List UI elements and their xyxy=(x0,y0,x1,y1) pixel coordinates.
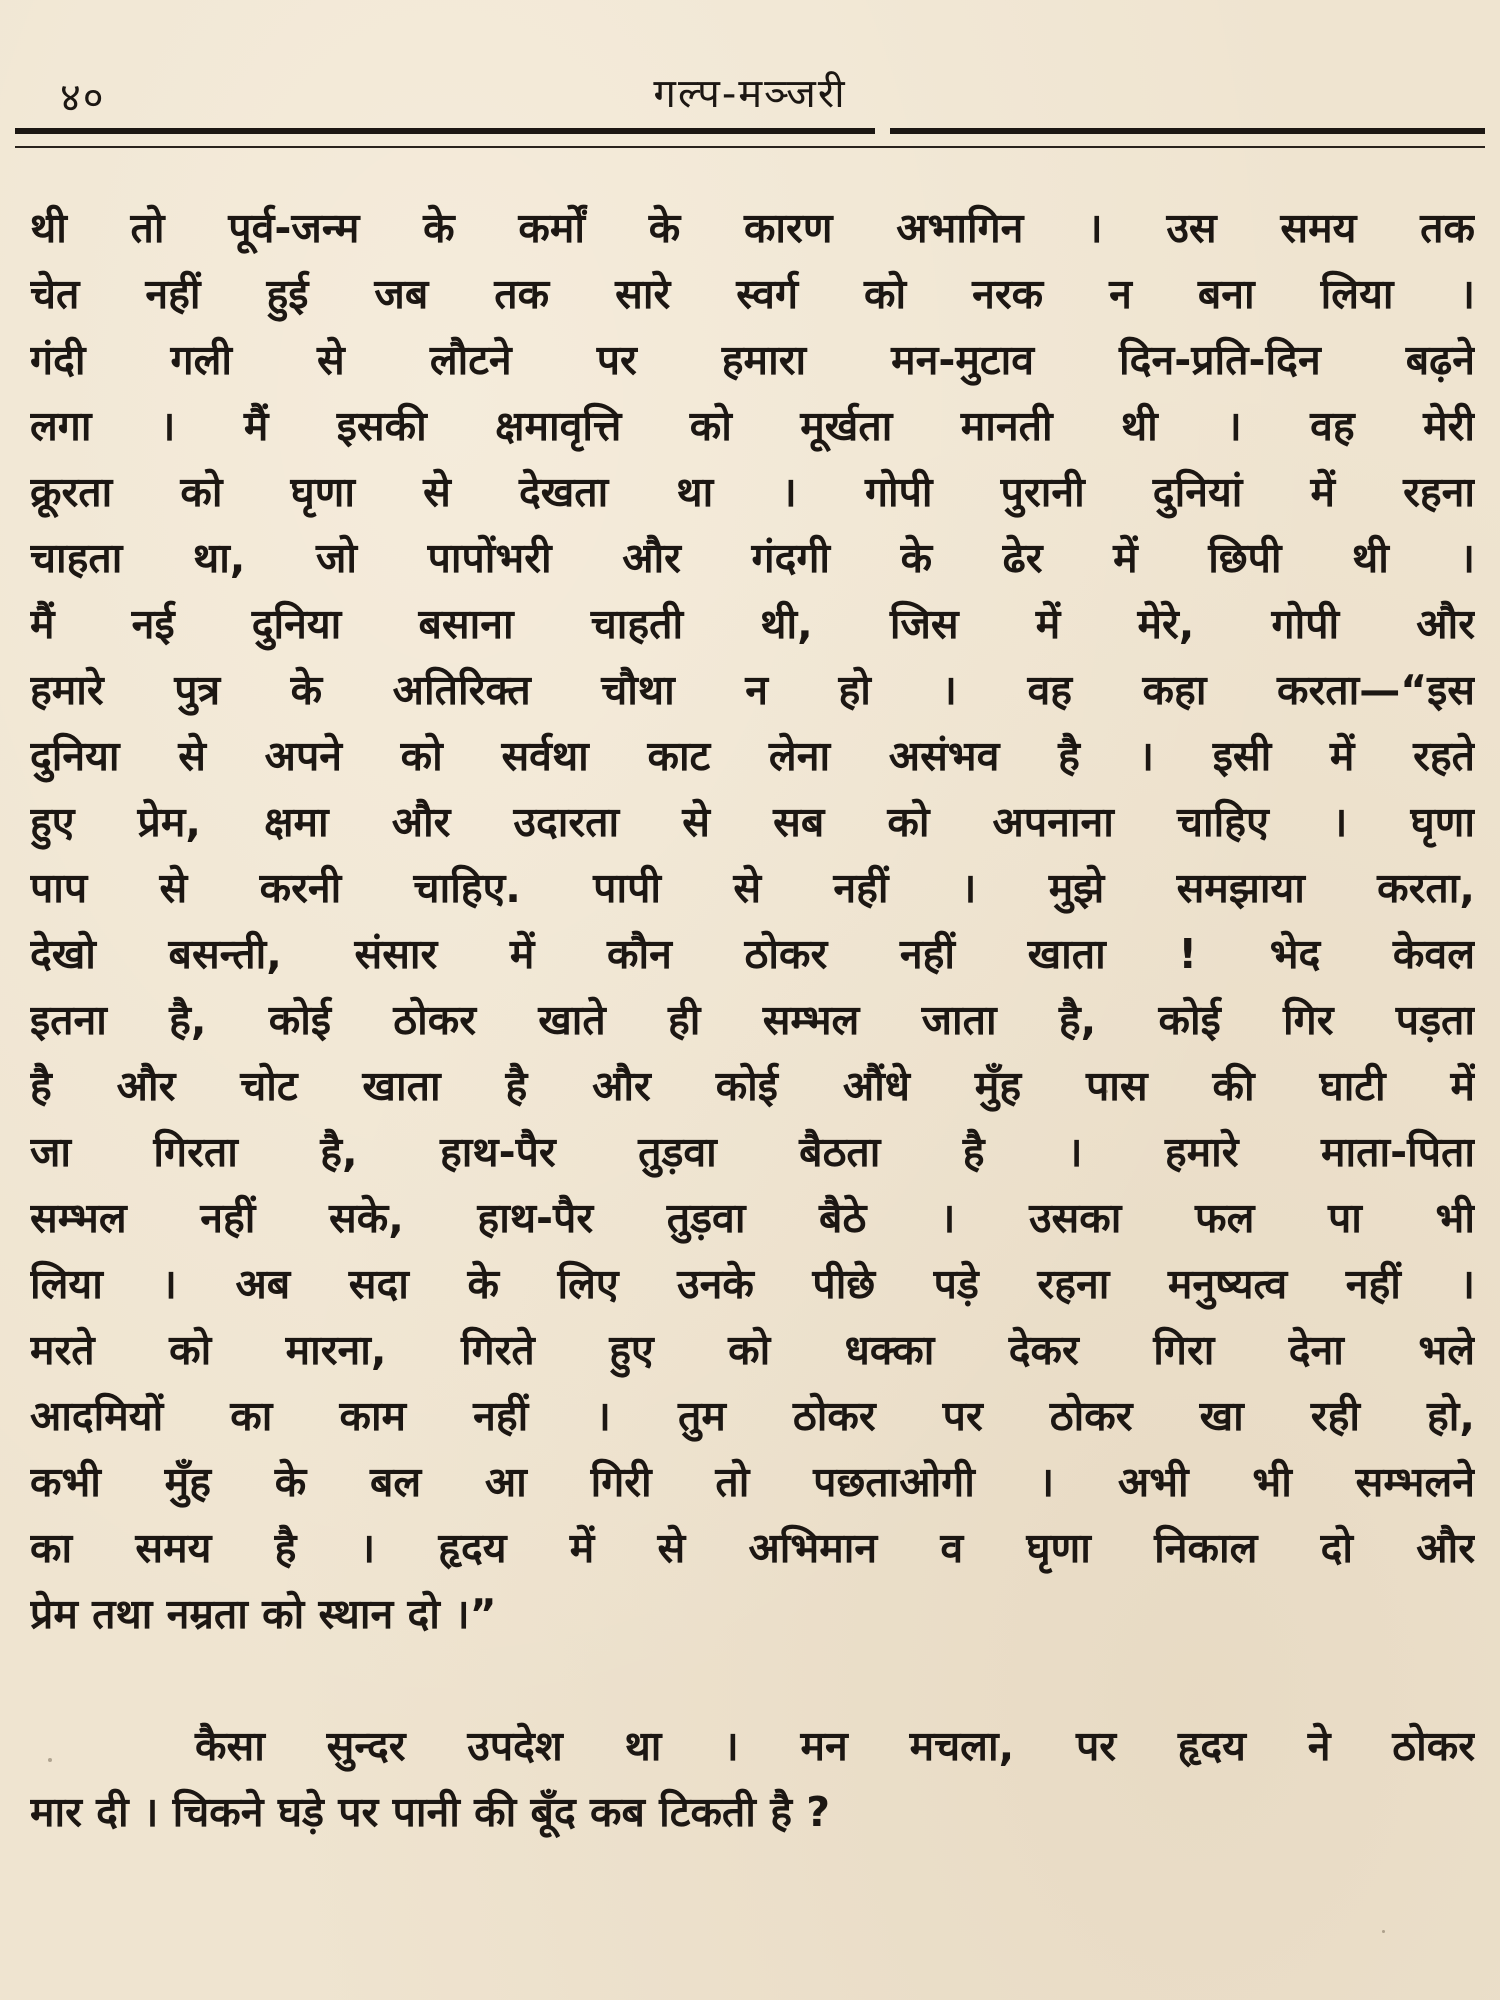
text-line: चेत नहीं हुई जब तक सारे स्वर्ग को नरक न बना लिया । xyxy=(30,270,1475,318)
text-line: कभी मुँह के बल आ गिरी तो पछताओगी । अभी भी सम्भलने xyxy=(30,1458,1475,1506)
text-line: प्रेम तथा नम्रता को स्थान दो ।” xyxy=(30,1590,497,1638)
text-line: पाप से करनी चाहिए. पापी से नहीं । मुझे समझाया करता, xyxy=(30,864,1475,912)
text-line: कैसा सुन्दर उपदेश था । मन मचला, पर हृदय ने ठोकर xyxy=(195,1722,1475,1770)
paragraph-gap xyxy=(30,1647,1475,1713)
paper-speck xyxy=(1105,1090,1108,1093)
text-line: मैं नई दुनिया बसाना चाहती थी, जिस में मेरे, गोपी और xyxy=(30,600,1475,648)
text-line: आदमियों का काम नहीं । तुम ठोकर पर ठोकर खा रही हो, xyxy=(30,1392,1475,1440)
paper-speck xyxy=(48,1758,52,1762)
text-line: क्रूरता को घृणा से देखता था । गोपी पुरानी दुनियां में रहना xyxy=(30,468,1475,516)
paper-speck xyxy=(1382,1930,1385,1933)
text-line: लगा । मैं इसकी क्षमावृत्ति को मूर्खता मानती थी । वह मेरी xyxy=(30,402,1475,450)
text-line: इतना है, कोई ठोकर खाते ही सम्भल जाता है, कोई गिर पड़ता xyxy=(30,996,1475,1044)
text-line: मरते को मारना, गिरते हुए को धक्का देकर गिरा देना भले xyxy=(30,1326,1475,1374)
header-rule-left xyxy=(15,128,875,134)
text-line: का समय है । हृदय में से अभिमान व घृणा निकाल दो और xyxy=(30,1524,1475,1572)
text-line: है और चोट खाता है और कोई औंधे मुँह पास की घाटी में xyxy=(30,1062,1475,1110)
text-line: दुनिया से अपने को सर्वथा काट लेना असंभव है । इसी में रहते xyxy=(30,732,1475,780)
text-line: हुए प्रेम, क्षमा और उदारता से सब को अपनाना चाहिए । घृणा xyxy=(30,798,1475,846)
page-number: ४० xyxy=(60,75,106,121)
running-header xyxy=(0,60,1500,120)
text-line: हमारे पुत्र के अतिरिक्त चौथा न हो । वह कहा करता—“इस xyxy=(30,666,1475,714)
text-line: जा गिरता है, हाथ-पैर तुड़वा बैठता है । हमारे माता-पिता xyxy=(30,1128,1475,1176)
text-line: मार दी । चिकने घड़े पर पानी की बूँद कब टिकती है ? xyxy=(30,1788,831,1836)
text-line: चाहता था, जो पापोंभरी और गंदगी के ढेर में छिपी थी । xyxy=(30,534,1475,582)
paragraph-1 xyxy=(30,195,1475,1647)
text-line: गंदी गली से लौटने पर हमारा मन-मुटाव दिन-प्रति-दिन बढ़ने xyxy=(30,336,1475,384)
paragraph-2 xyxy=(30,1713,1475,1845)
text-line: लिया । अब सदा के लिए उनके पीछे पड़े रहना मनुष्यत्व नहीं । xyxy=(30,1260,1475,1308)
header-rule-right xyxy=(890,128,1485,134)
text-line: सम्भल नहीं सके, हाथ-पैर तुड़वा बैठे । उसका फल पा भी xyxy=(30,1194,1475,1242)
text-line: देखो बसन्ती, संसार में कौन ठोकर नहीं खाता ! भेद केवल xyxy=(30,930,1475,978)
text-line: थी तो पूर्व-जन्म के कर्मों के कारण अभागिन । उस समय तक xyxy=(30,204,1475,252)
body-text xyxy=(30,195,1475,1845)
header-rule-thin xyxy=(15,146,1485,148)
running-title: गल्प-मञ्जरी xyxy=(653,71,847,117)
